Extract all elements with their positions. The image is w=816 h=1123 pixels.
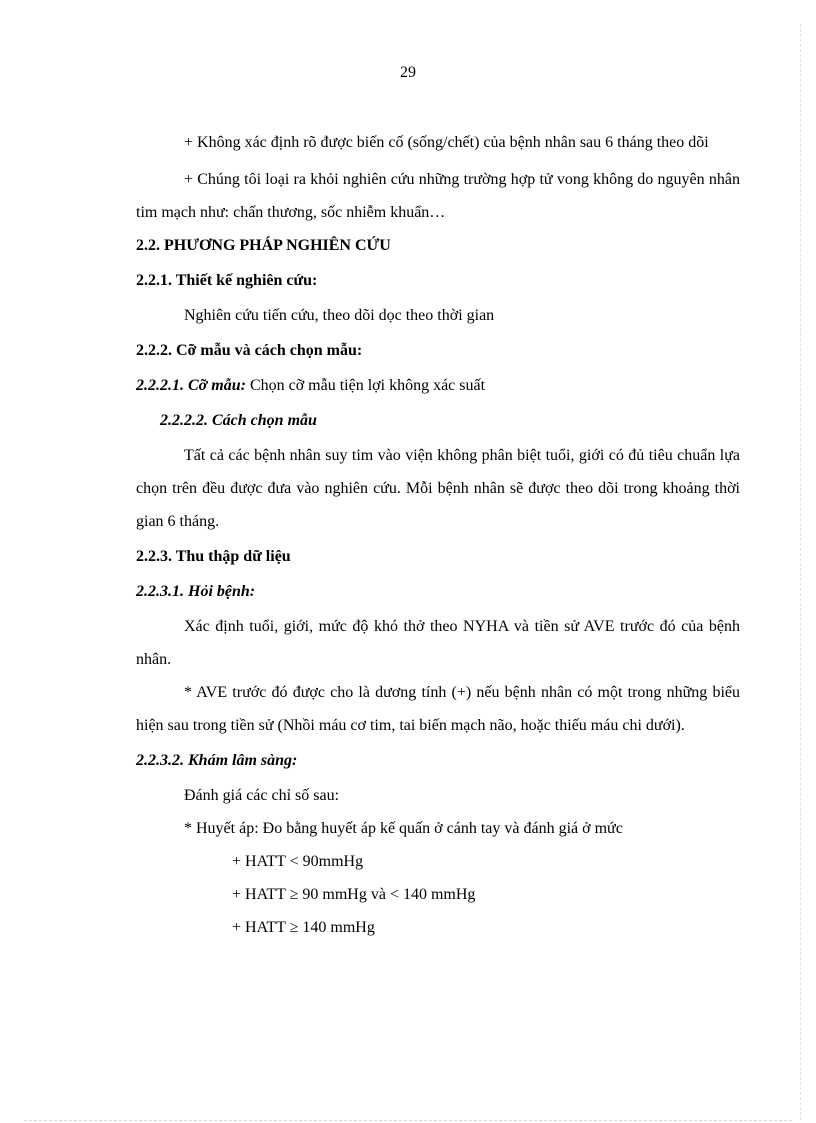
page-number: 29	[400, 64, 416, 81]
page-bottom-edge	[24, 1120, 792, 1121]
heading-2-2: 2.2. PHƯƠNG PHÁP NGHIÊN CỨU	[136, 237, 391, 254]
bp-level-item: + HATT ≥ 140 mmHg	[232, 919, 375, 936]
heading-2-2-3-2: 2.2.3.2. Khám lâm sàng:	[136, 752, 298, 769]
paragraph-blood-pressure: * Huyết áp: Đo bằng huyết áp kế quấn ở cánh tay và đánh giá ở mức	[184, 820, 623, 837]
heading-2-2-3-1: 2.2.3.1. Hỏi bệnh:	[136, 583, 256, 600]
page-right-edge	[800, 24, 801, 1120]
paragraph-sampling-method: Tất cả các bệnh nhân suy tim vào viện không phân biệt tuổi, giới có đủ tiêu chuẩn lựa chọn trên đều được đưa vào nghiên cứu. Mỗi bệnh nhân sẽ được theo dõi trong khoảng thời gian 6 tháng.	[136, 447, 740, 530]
bp-level-item: + HATT < 90mmHg	[232, 853, 364, 870]
paragraph-ave-definition: * AVE trước đó được cho là dương tính (+) nếu bệnh nhân có một trong những biểu hiện sau trong tiền sử (Nhồi máu cơ tim, tai biến mạch não, hoặc thiếu máu chi dưới).	[136, 684, 740, 734]
bp-level-item: + HATT ≥ 90 mmHg và < 140 mmHg	[232, 886, 476, 903]
heading-2-2-2: 2.2.2. Cỡ mẫu và cách chọn mẫu:	[136, 342, 363, 359]
heading-2-2-3: 2.2.3. Thu thập dữ liệu	[136, 548, 291, 565]
page-content	[136, 126, 740, 944]
subsection-2-2-2-1	[136, 369, 740, 402]
heading-2-2-2-1: 2.2.2.1. Cỡ mẫu:	[136, 377, 246, 394]
paragraph-exclusion-non-cardiac-death: + Chúng tôi loại ra khỏi nghiên cứu những trường hợp tử vong không do nguyên nhân tim mạch như: chấn thương, sốc nhiễm khuẩn…	[136, 171, 740, 221]
paragraph-history-taking: Xác định tuổi, giới, mức độ khó thở theo NYHA và tiền sử AVE trước đó của bệnh nhân.	[136, 618, 740, 668]
paragraph-sample-size: Chọn cỡ mẫu tiện lợi không xác suất	[245, 377, 486, 394]
paragraph-exclusion-unknown-outcome: + Không xác định rõ được biến cố (sống/chết) của bệnh nhân sau 6 tháng theo dõi	[184, 134, 709, 151]
paragraph-indicators-intro: Đánh giá các chỉ số sau:	[184, 787, 340, 804]
heading-2-2-2-2: 2.2.2.2. Cách chọn mẫu	[160, 412, 317, 429]
heading-2-2-1: 2.2.1. Thiết kế nghiên cứu:	[136, 272, 318, 289]
paragraph-study-design: Nghiên cứu tiến cứu, theo dõi dọc theo thời gian	[184, 307, 495, 324]
